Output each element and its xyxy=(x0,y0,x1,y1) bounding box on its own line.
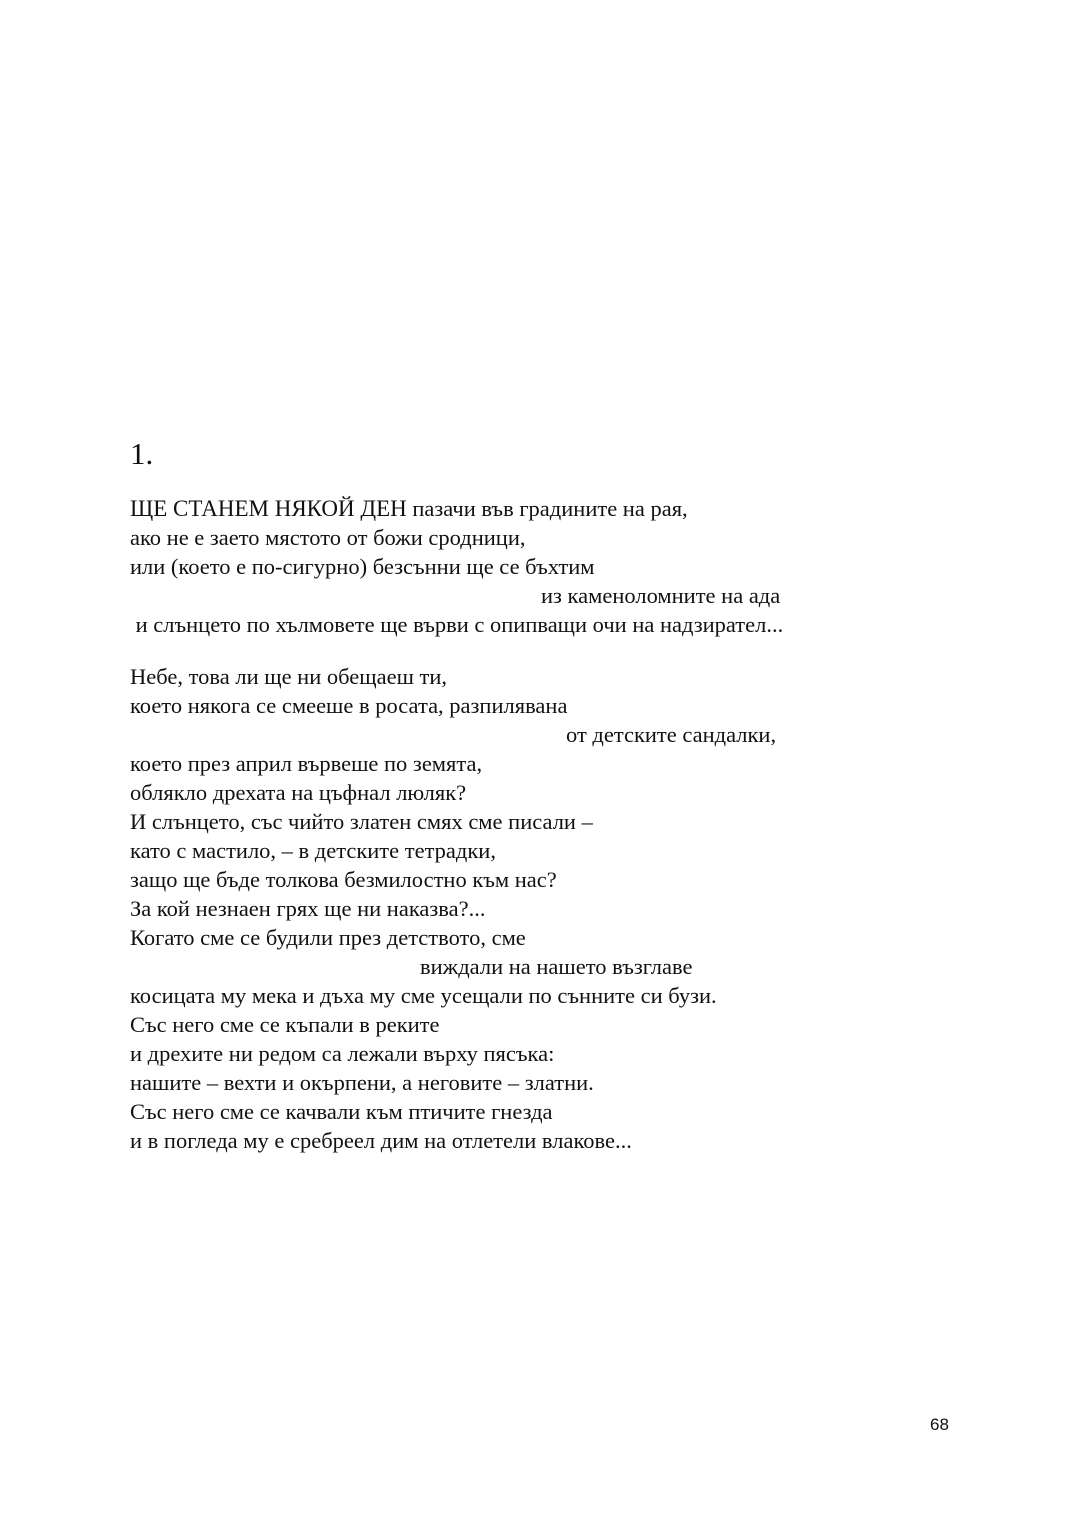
opening-caps: ЩЕ СТАНЕМ НЯКОЙ ДЕН xyxy=(130,496,407,521)
poem-line: като с мастило, – в детските тетрадки, xyxy=(130,838,496,863)
poem-line-indented: виждали на нашето възглаве xyxy=(420,954,693,979)
stanza-2 xyxy=(130,662,990,1155)
poem-line: Когато сме се будили през детството, сме xyxy=(130,925,526,950)
poem-line: или (което е по-сигурно) безсънни ще се бъхтим xyxy=(130,554,595,579)
poem-line: облякло дрехата на цъфнал люляк? xyxy=(130,780,467,805)
poem-line: и слънцето по хълмовете ще върви с опипващи очи на надзирател... xyxy=(130,612,784,637)
page-number: 68 xyxy=(930,1415,949,1434)
poem-line: което през април вървеше по земята, xyxy=(130,751,483,776)
poem-line: и дрехите ни редом са лежали върху пясъка: xyxy=(130,1041,555,1066)
section-number: 1. xyxy=(130,436,154,471)
poem-line xyxy=(130,494,990,523)
poem-line: защо ще бъде толкова безмилостно към нас? xyxy=(130,867,557,892)
poem-line: косицата му мека и дъха му сме усещали по сънните си бузи. xyxy=(130,983,717,1008)
poem-line: нашите – вехти и окърпени, а неговите – златни. xyxy=(130,1070,594,1095)
poem-line: и в погледа му е сребреел дим на отлетели влакове... xyxy=(130,1128,632,1153)
poem-line: Небе, това ли ще ни обещаеш ти, xyxy=(130,664,448,689)
poem-line: И слънцето, със чийто златен смях сме писали – xyxy=(130,809,593,834)
stanza-1 xyxy=(130,494,990,639)
poem-line: Със него сме се качвали към птичите гнезда xyxy=(130,1099,553,1124)
poem-line: ако не е заето мястото от божи сродници, xyxy=(130,525,526,550)
opening-rest: пазачи във градините на рая, xyxy=(406,496,688,521)
poem-line: Със него сме се къпали в реките xyxy=(130,1012,440,1037)
poem-line-indented: от детските сандалки, xyxy=(566,722,777,747)
poem-line-indented: из каменоломните на ада xyxy=(541,583,781,608)
poem-line: За кой незнаен грях ще ни наказва?... xyxy=(130,896,486,921)
poem-line: което някога се смееше в росата, разпилявана xyxy=(130,693,568,718)
